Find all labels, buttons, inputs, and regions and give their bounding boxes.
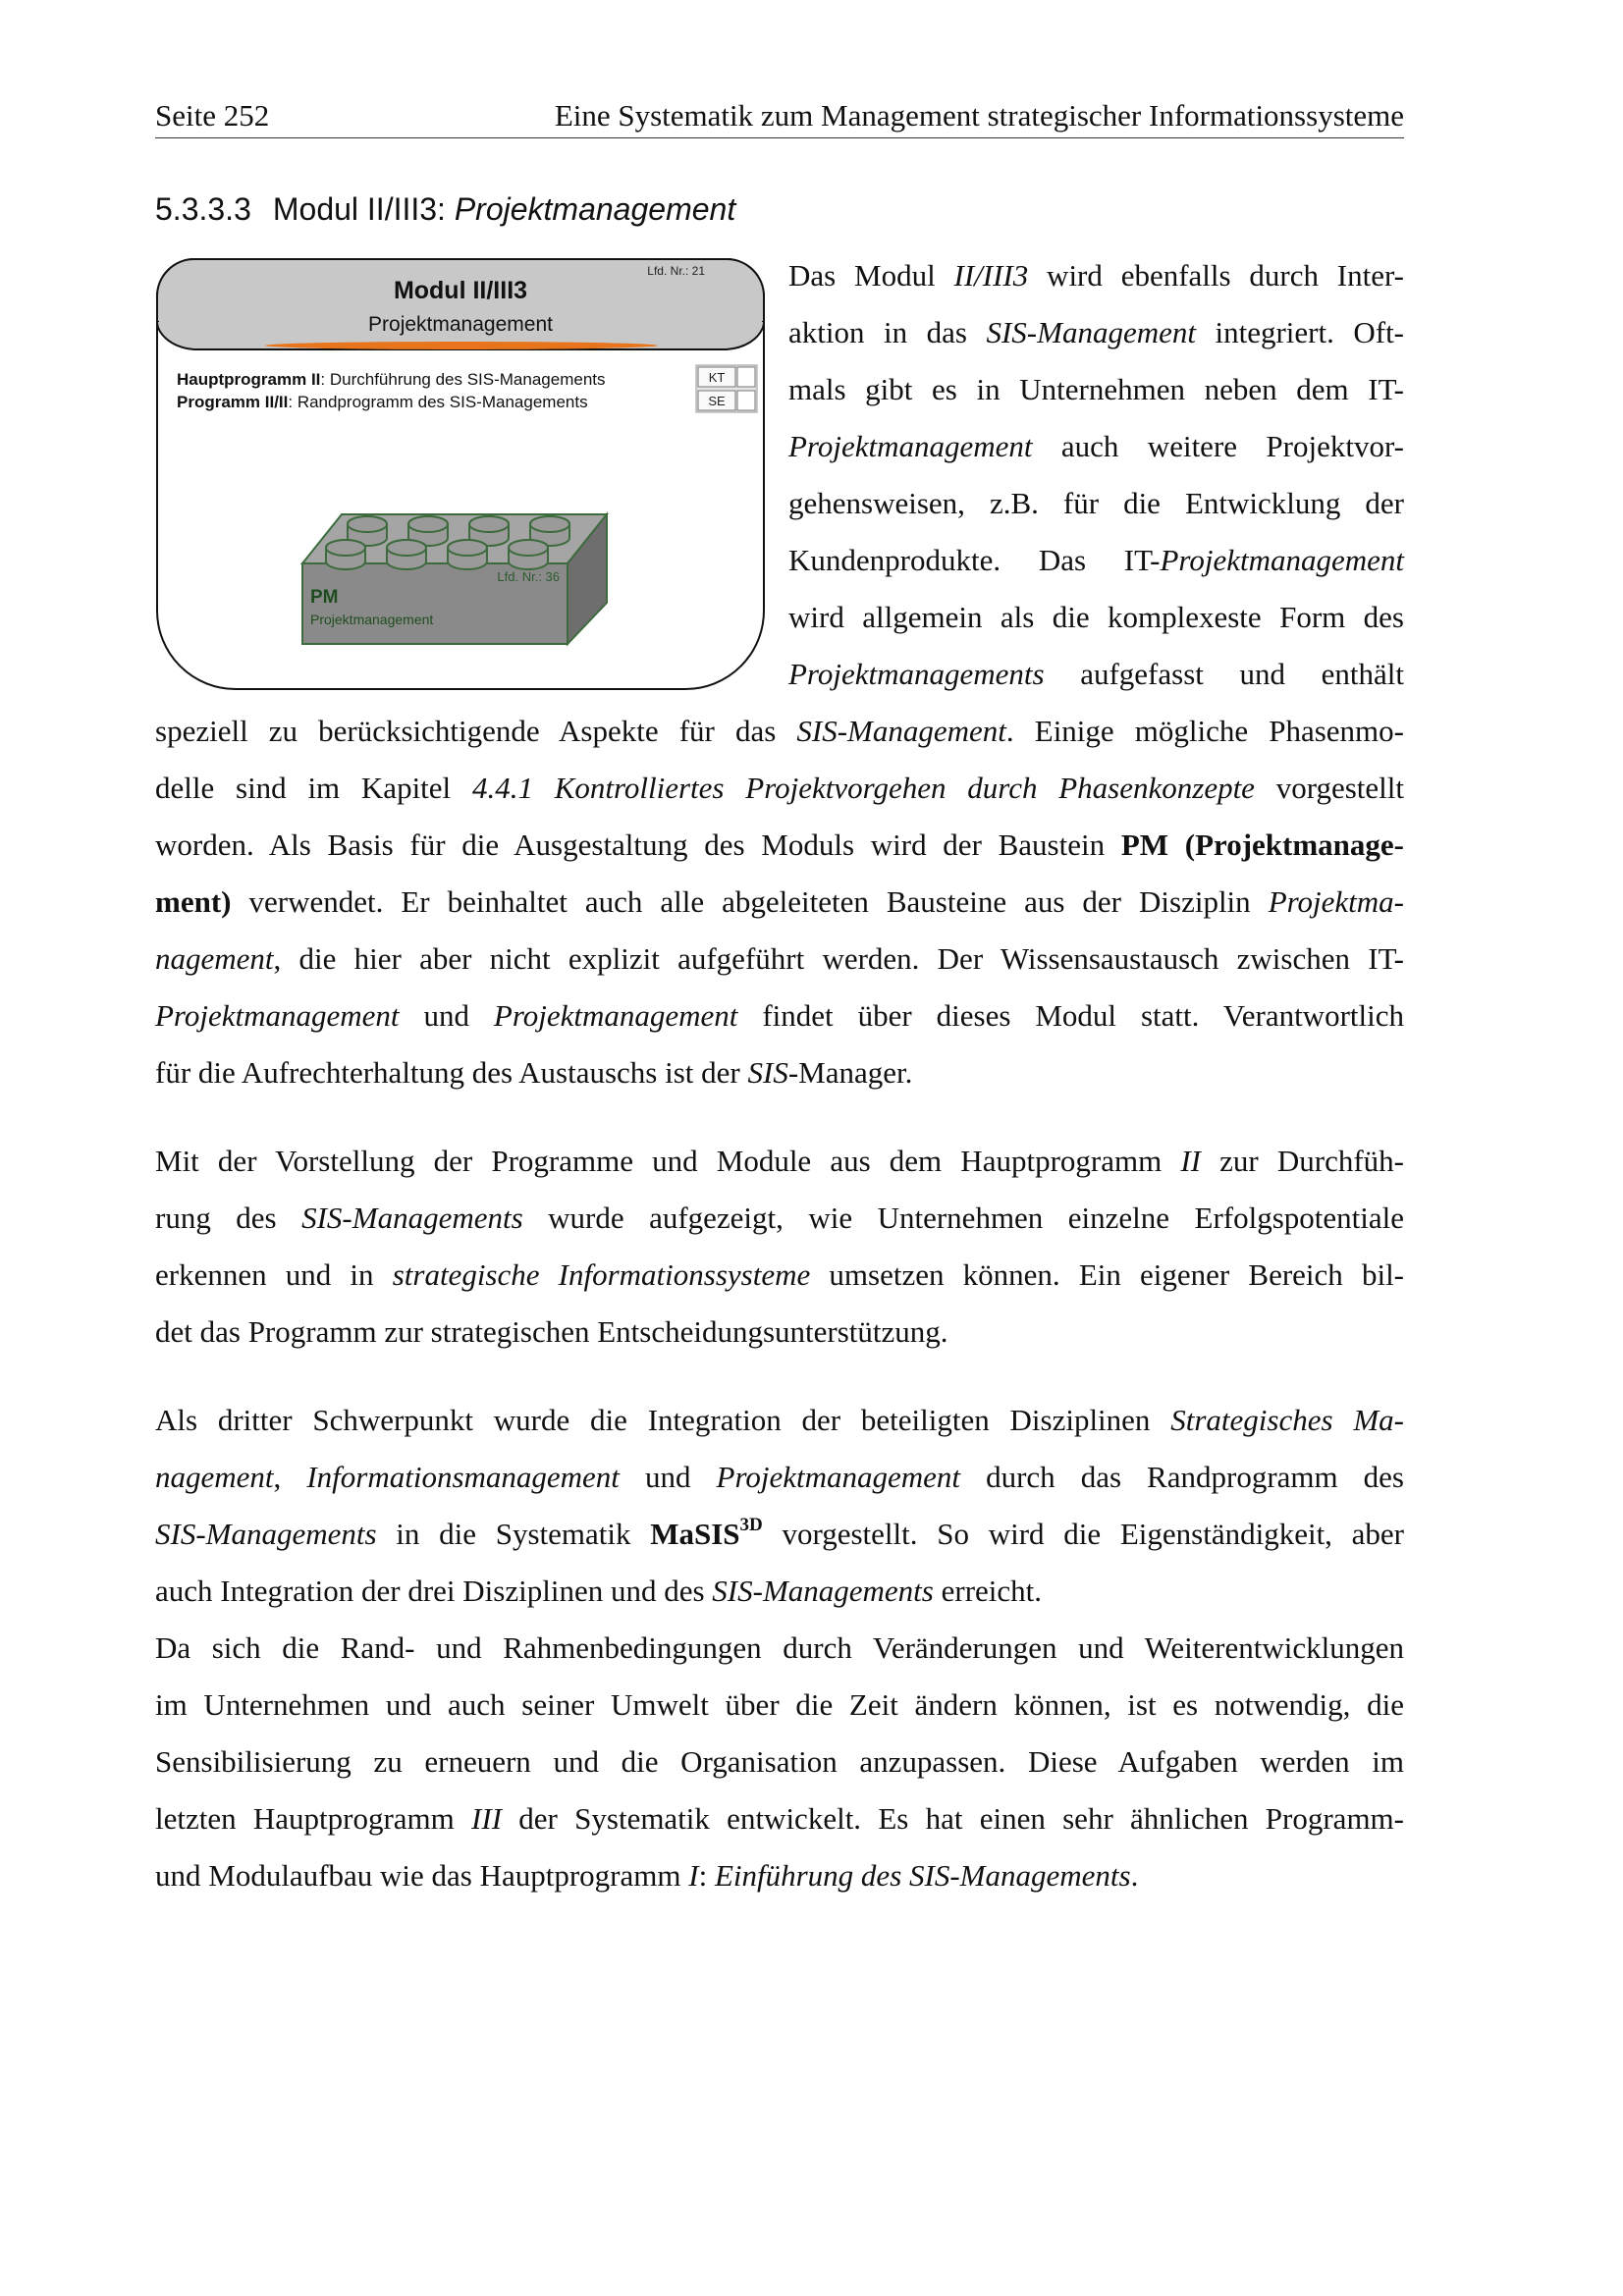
text-run: mals gibt es in Unternehmen neben dem IT- [788,372,1404,406]
text-run: II/III3 [953,258,1029,293]
page-number: Seite 252 [155,98,270,133]
text-run: erreicht. [933,1574,1043,1608]
programm-line [177,393,588,411]
section-heading [155,191,735,228]
text-run: auch weitere Projektvor- [1032,429,1404,463]
text-run: Mit der Vorstellung der Programme und Module aus dem Hauptprogramm [155,1144,1181,1178]
text-run: verwendet. Er beinhaltet auch alle abgeleiteten Bausteine aus der Disziplin [231,884,1269,919]
text-run: Einführung des SIS-Managements [714,1858,1131,1893]
paragraph [155,1133,1404,1361]
text-run: wurde aufgezeigt, wie Unternehmen einzelne Erfolgspotentiale [522,1201,1404,1235]
text-run: . [1130,1858,1139,1893]
text-run: 3D [739,1515,763,1535]
text-line [155,1506,1404,1563]
text-run: nagement [155,1460,274,1494]
module-title: Modul II/III3 [393,277,528,304]
text-run: ment) [155,884,232,919]
paragraph-gap [155,1101,1404,1133]
text-line [155,1247,1404,1304]
text-line [155,817,1404,874]
text-run: MaSIS [650,1517,740,1551]
paragraph-gap [155,1361,1404,1392]
wrapped-paragraph [788,247,1404,703]
section-title: Modul II/III3: [272,191,455,227]
text-run: -Manager. [787,1055,913,1090]
text-line [155,703,1404,760]
module-figure [155,257,767,691]
text-run: erkennen und in [155,1257,393,1292]
text-line [788,418,1404,475]
module-lfd-number: Lfd. Nr.: 21 [647,264,705,278]
text-run: für die Aufrechterhaltung des Austauschs ist der [155,1055,748,1090]
text-line [155,1449,1404,1506]
text-run: vorgestellt. So wird die Eigenständigkeit, aber [762,1517,1404,1551]
text-run: Projektmanagement [155,998,400,1033]
text-run: und Modulaufbau wie das Hauptprogramm [155,1858,689,1893]
block-name: Projektmanagement [310,612,434,627]
text-line [155,988,1404,1044]
text-line [155,874,1404,931]
text-line [155,931,1404,988]
text-run: wird ebenfalls durch Inter- [1028,258,1404,293]
text-line [155,1734,1404,1790]
programm-label: Programm II/II [177,393,289,411]
text-run: rung des [155,1201,302,1235]
text-run: und [399,998,494,1033]
running-title: Eine Systematik zum Management strategischer Informationssysteme [554,98,1404,133]
text-run: Projektmanagement [716,1460,961,1494]
text-run: Projektma- [1268,884,1404,919]
text-run: Projektmanagement [788,429,1033,463]
text-run: auch Integration der drei Disziplinen und des [155,1574,713,1608]
text-run: strategische Informationssysteme [392,1257,811,1292]
text-line [155,1190,1404,1247]
text-line [155,1620,1404,1677]
section-number: 5.3.3.3 [155,191,251,227]
text-run: gehensweisen, z.B. für die Entwicklung der [788,486,1404,520]
text-run: Kundenprodukte. Das IT- [788,543,1161,577]
text-run: letzten Hauptprogramm [155,1801,472,1836]
text-run: findet über dieses Modul statt. Verantwortlich [737,998,1404,1033]
text-line [155,760,1404,817]
text-run: umsetzen können. Ein eigener Bereich bil- [810,1257,1405,1292]
text-line [155,1044,1404,1101]
programm-text: : Randprogramm des SIS-Managements [288,393,588,411]
text-line [155,1563,1404,1620]
text-run: Als dritter Schwerpunkt wurde die Integration der beteiligten Disziplinen [155,1403,1171,1437]
text-run: Projektmanagement [1160,543,1404,577]
text-run: Strategisches Ma- [1170,1403,1404,1437]
tag-se: SE [708,394,726,408]
text-line [788,646,1404,703]
text-run: der Systematik entwickelt. Es hat einen sehr ähnlichen Programm- [502,1801,1404,1836]
paragraph-gap [155,1904,1404,1936]
text-run: SIS-Management [796,714,1006,748]
text-run: , [273,1460,307,1494]
text-line [788,304,1404,361]
hauptprogramm-text: : Durchführung des SIS-Managements [320,370,606,389]
text-run: SIS-Managements [712,1574,934,1608]
text-run: SIS-Managements [155,1517,377,1551]
text-line [788,361,1404,418]
text-line [788,589,1404,646]
text-run: durch das Randprogramm des [960,1460,1404,1494]
text-run: II [1180,1144,1201,1178]
text-run: I [688,1858,699,1893]
text-run: SIS-Managements [301,1201,523,1235]
text-line [155,1790,1404,1847]
text-run: III [471,1801,503,1836]
text-line [788,247,1404,304]
text-run: . Einige mögliche Phasenmo- [1005,714,1404,748]
text-run: SIS [747,1055,788,1090]
paragraph [155,1392,1404,1620]
text-run: speziell zu berücksichtigende Aspekte für das [155,714,797,748]
text-line [155,1304,1404,1361]
module-subtitle: Projektmanagement [368,313,553,336]
tag-box [696,365,757,412]
text-line [155,1677,1404,1734]
section-title-italic: Projektmanagement [454,191,736,227]
text-run: delle sind im Kapitel [155,771,472,805]
text-run: integriert. Oft- [1195,315,1405,349]
text-run: vorgestellt [1254,771,1405,805]
text-run: 4.4.1 Kontrolliertes Projektvorgehen durch Phasenkonzepte [471,771,1255,805]
hauptprogramm-label: Hauptprogramm II [177,370,321,389]
block-code: PM [310,587,339,608]
text-line [155,1392,1404,1449]
text-run: det das Programm zur strategischen Entscheidungsunterstützung. [155,1314,948,1349]
text-run: in die Systematik [376,1517,651,1551]
tag-kt: KT [708,370,726,385]
text-run: und [619,1460,717,1494]
paragraph [155,703,1404,1101]
text-run: Projektmanagements [788,657,1045,691]
text-run: : [698,1858,715,1893]
text-line [788,532,1404,589]
text-run: Informationsmanagement [306,1460,620,1494]
text-run: worden. Als Basis für die Ausgestaltung des Moduls wird der Baustein [155,828,1121,862]
text-run: SIS-Management [986,315,1196,349]
text-run: Das Modul [788,258,954,293]
block-lfd-number: Lfd. Nr.: 36 [497,569,560,584]
text-run: PM (Projektmanage- [1120,828,1404,862]
text-run: im Unternehmen und auch seiner Umwelt über die Zeit ändern können, ist es notwendig, die [155,1687,1404,1722]
running-header [155,94,1404,138]
text-run: , die hier aber nicht explizit aufgeführt werden. Der Wissensaustausch zwischen IT- [273,941,1404,976]
text-line [788,475,1404,532]
text-run: zur Durchfüh- [1201,1144,1404,1178]
text-run: Da sich die Rand- und Rahmenbedingungen durch Veränderungen und Weiterentwicklungen [155,1630,1404,1665]
text-line [155,1133,1404,1190]
paragraph [155,1620,1404,1904]
text-run: aufgefasst und enthält [1044,657,1404,691]
main-text [155,703,1404,1936]
text-run: nagement [155,941,274,976]
text-run: wird allgemein als die komplexeste Form des [788,600,1404,634]
hauptprogramm-line [177,370,606,389]
text-line [155,1847,1404,1904]
text-run: Sensibilisierung zu erneuern und die Organisation anzupassen. Diese Aufgaben werden im [155,1744,1404,1779]
text-run: aktion in das [788,315,987,349]
text-run: Projektmanagement [493,998,738,1033]
